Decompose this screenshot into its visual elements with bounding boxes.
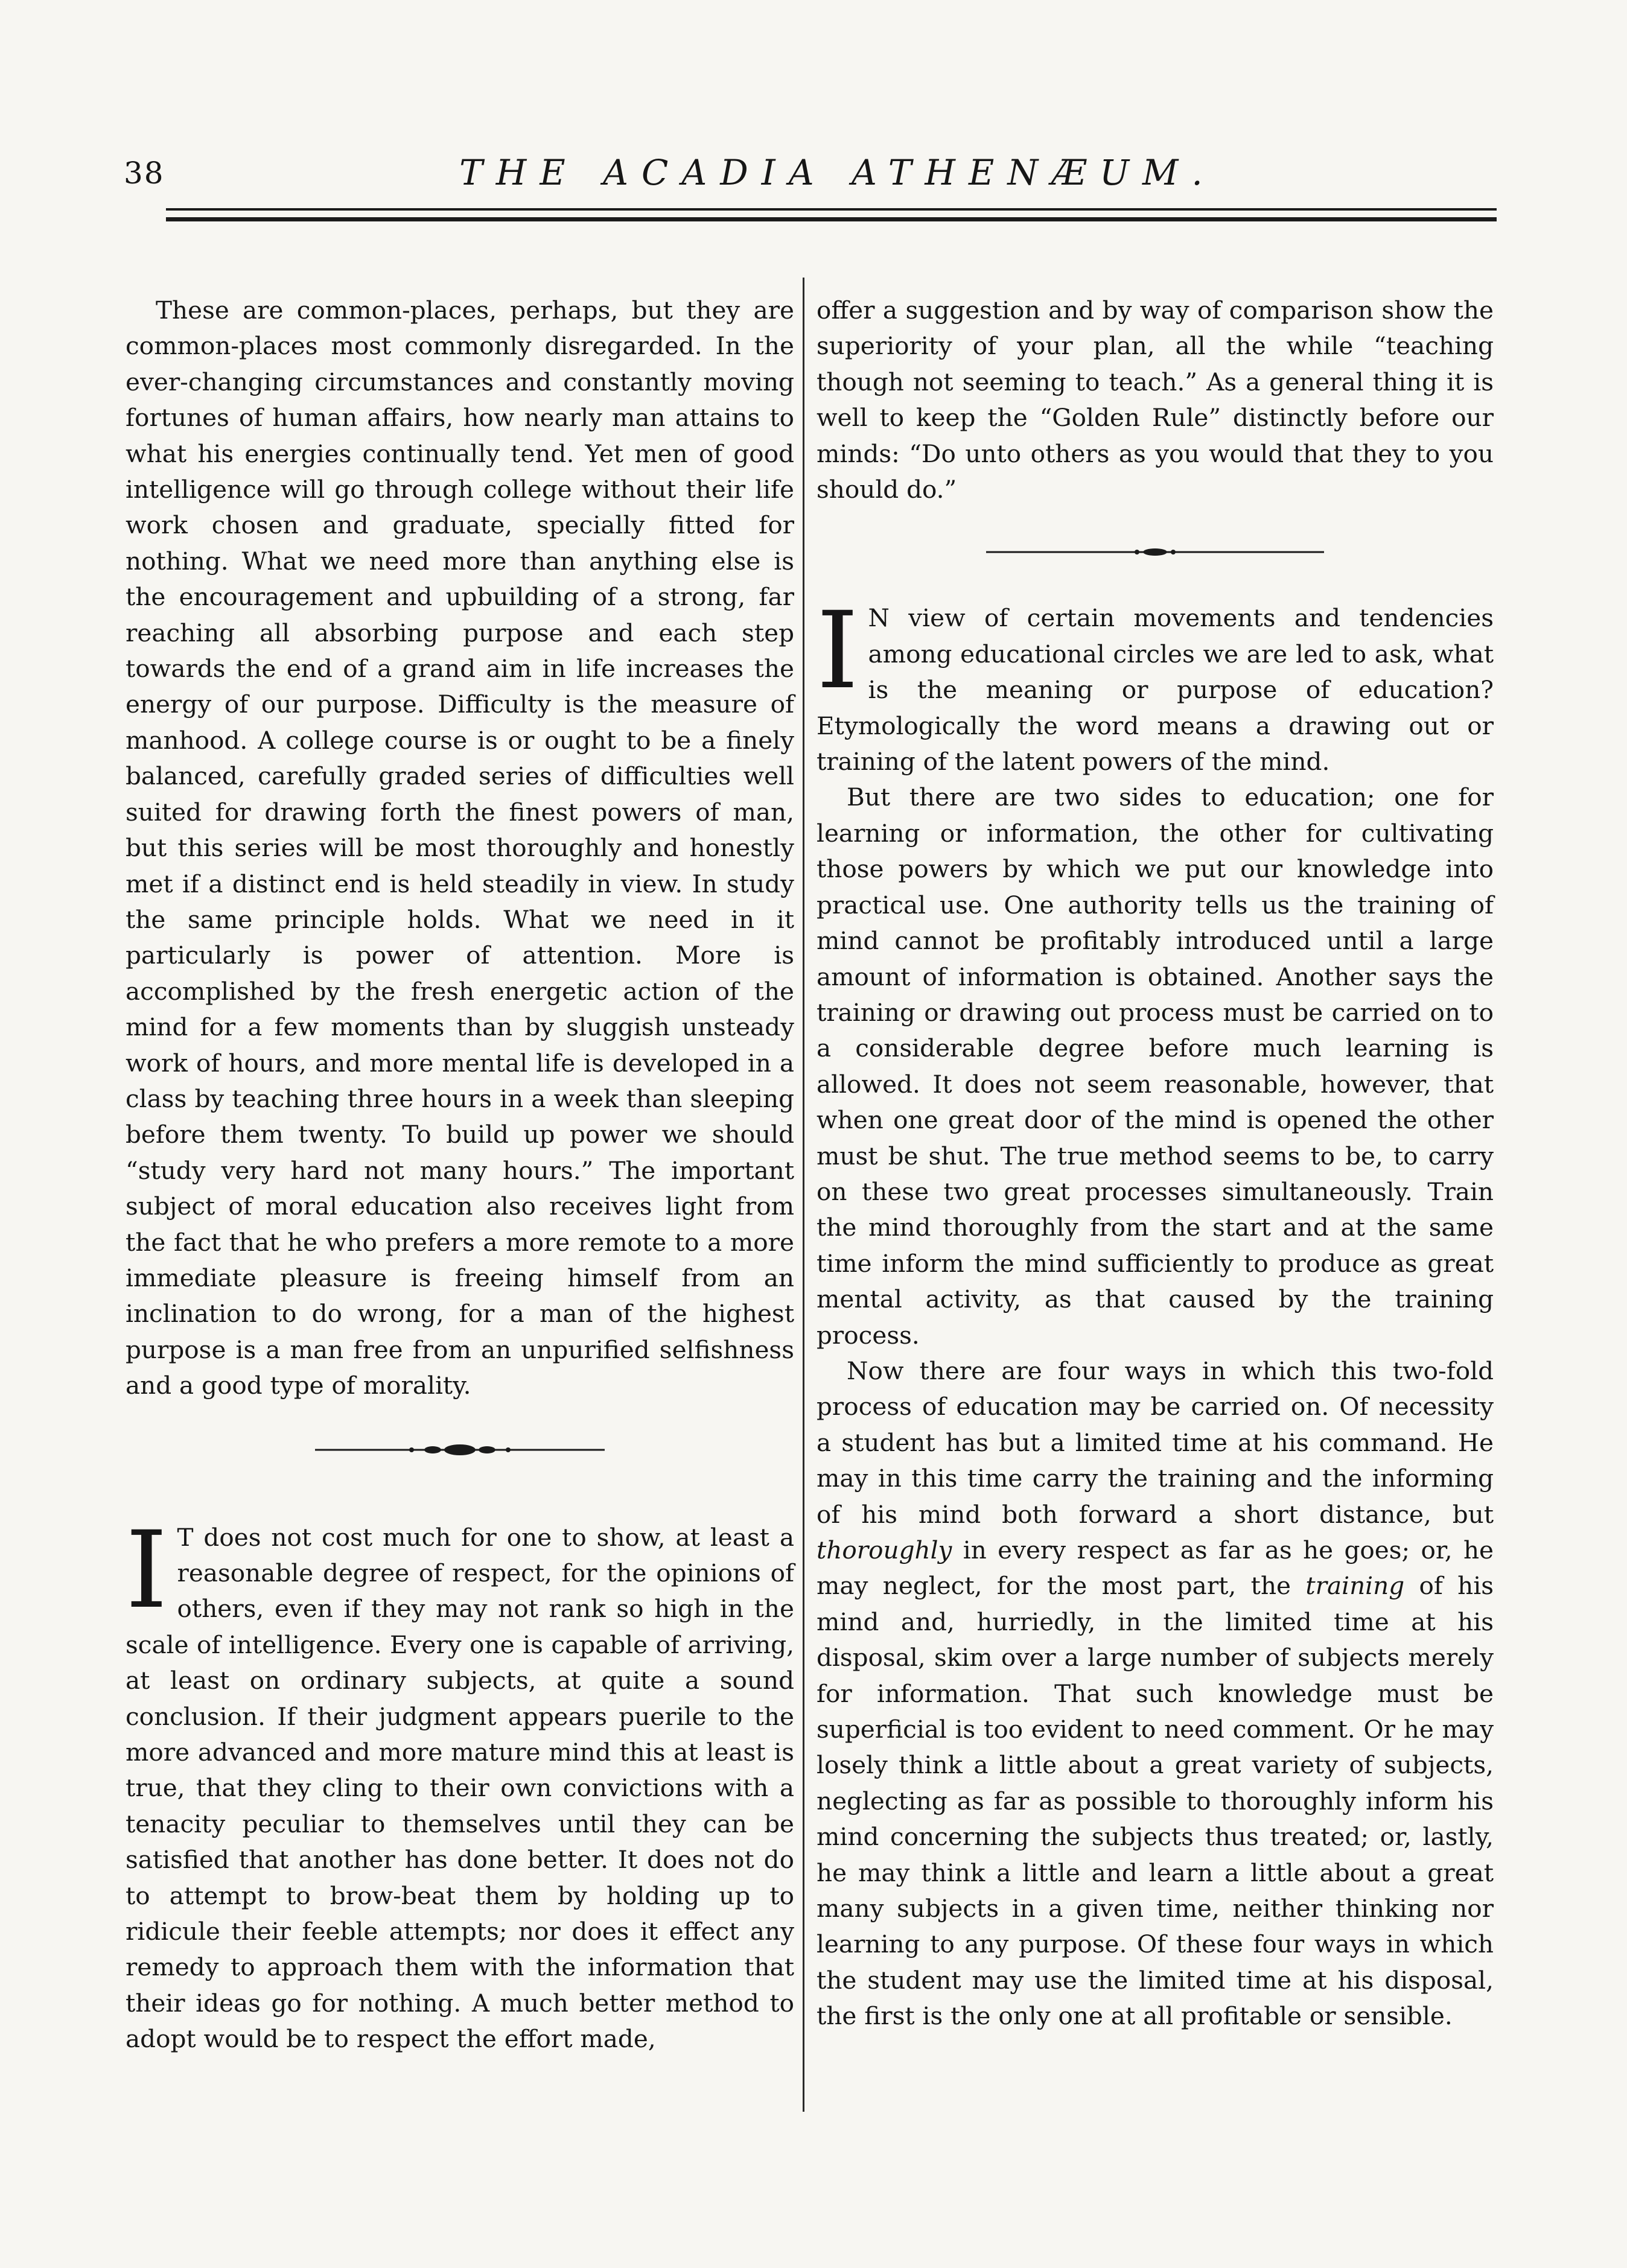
paragraph: offer a suggestion and by way of comparison show the superiority of your plan, all the while “teaching though not seeming to teach.” As a general thing it is well to keep the “Golden Rule” distinctly before our minds: “Do unto others as you would that they to you should do.” bbox=[817, 296, 1494, 504]
section-ornament bbox=[986, 546, 1324, 558]
paragraph: These are common-places, perhaps, but they are common-places most commonly disregarded. In the ever-changing circumstances and constantly moving fortunes of human affairs, how nearly man attains to what his energies continually tend. Yet men of good intelligence will go through college without their life work chosen and graduate, specially fitted for nothing. What we need more than anything else is the encouragement and upbuilding of a strong, far reaching all absorbing purpose and each step towards the end of a grand aim in life increases the energy of our purpose. Difficulty is the measure of manhood. A college course is or ought to be a finely balanced, carefully graded series of difficulties well suited for drawing forth the finest powers of man, but this series will be most thoroughly and honestly met if a distinct end is held steadily in view. In study the same principle holds. What we need in it particularly is power of attention. More is accomplished by the fresh energetic action of the mind for a few moments than by sluggish unsteady work of hours, and more mental life is developed in a class by teaching three hours in a week than sleeping before them twenty. To build up power we should “study very hard not many hours.” The important subject of moral education also receives light from the fact that he who prefers a more remote to a more immediate pleasure is freeing himself from an inclination to do wrong, for a man of the highest purpose is a man free from an unpurified selfishness and a good type of morality. bbox=[126, 296, 794, 1400]
drop-cap: I bbox=[817, 589, 859, 713]
page-number: 38 bbox=[124, 156, 165, 191]
left-column bbox=[126, 293, 794, 2057]
text-run: Now there are four ways in which this two-fold process of education may be carried on. Of necessity a student has but a limited time at his command. He may in this time carry the training and the informing of his mind both forward a short distance, but bbox=[817, 1356, 1494, 1529]
text-run: of his mind and, hurriedly, in the limited time at his disposal, skim over a large number of subjects merely for information. That such knowledge must be superficial is too evident to need comment. Or he may losely think a little about a great variety of subjects, neglecting as far as possible to thoroughly inform his mind concerning the subjects thus treated; or, lastly, he may think a little and learn a little about a great many subjects in a given time, neither thinking nor learning to any purpose. Of these four ways in which the student may use the limited time at his disposal, the first is the only one at all profitable or sensible. bbox=[817, 1571, 1494, 2031]
section-ornament bbox=[315, 1443, 605, 1457]
drop-cap: I bbox=[126, 1508, 168, 1632]
header-rule-thick bbox=[166, 217, 1497, 221]
column-divider bbox=[803, 278, 804, 2112]
article-paragraph bbox=[817, 589, 1494, 780]
paragraph: But there are two sides to education; one for learning or information, the other for cultivating those powers by which we put our knowledge into practical use. One authority tells us the training of mind cannot be profitably introduced until a large amount of information is obtained. Another says the training or drawing out process must be carried on to a considerable degree before much learning is allowed. It does not seem reasonable, however, that when one great door of the mind is opened the other must be shut. The true method seems to be, to carry on these two great processes simultaneously. Train the mind thoroughly from the start and at the same time inform the mind sufficiently to produce as great mental activity, as that caused by the training process. bbox=[817, 783, 1494, 1350]
italic-text: thoroughly bbox=[817, 1536, 952, 1564]
article-paragraph bbox=[126, 1508, 794, 2057]
article-text: N view of certain movements and tendencies among educational circles we are led to ask, what is the meaning or purpose of education? Etymologically the word means a drawing out or training of the latent powers of the mind. bbox=[817, 603, 1494, 777]
italic-text: training bbox=[1305, 1571, 1405, 1601]
paragraph bbox=[817, 1353, 1494, 2035]
right-column bbox=[817, 293, 1494, 2035]
text-run: in every respect as far as he goes; or, he may neglect, for the most part, the bbox=[817, 1536, 1494, 1601]
article-text: T does not cost much for one to show, at least a reasonable degree of respect, for the opinions of others, even if they may not rank so high in the scale of intelligence. Every one is capable of arriving, at least on ordinary subjects, at quite a sound conclusion. If their judgment appears puerile to the more advanced and more mature mind this at least is true, that they cling to their own convictions with a tenacity peculiar to themselves until they can be satisfied that another has done better. It does not do to attempt to brow-beat them by holding up to ridicule their feeble attempts; nor does it effect any remedy to approach them with the information that their ideas go for nothing. A much better method to adopt would be to respect the effort made, bbox=[126, 1522, 794, 2054]
header-rule-thin bbox=[166, 208, 1497, 211]
running-title: THE ACADIA ATHENÆUM. bbox=[459, 152, 1216, 193]
